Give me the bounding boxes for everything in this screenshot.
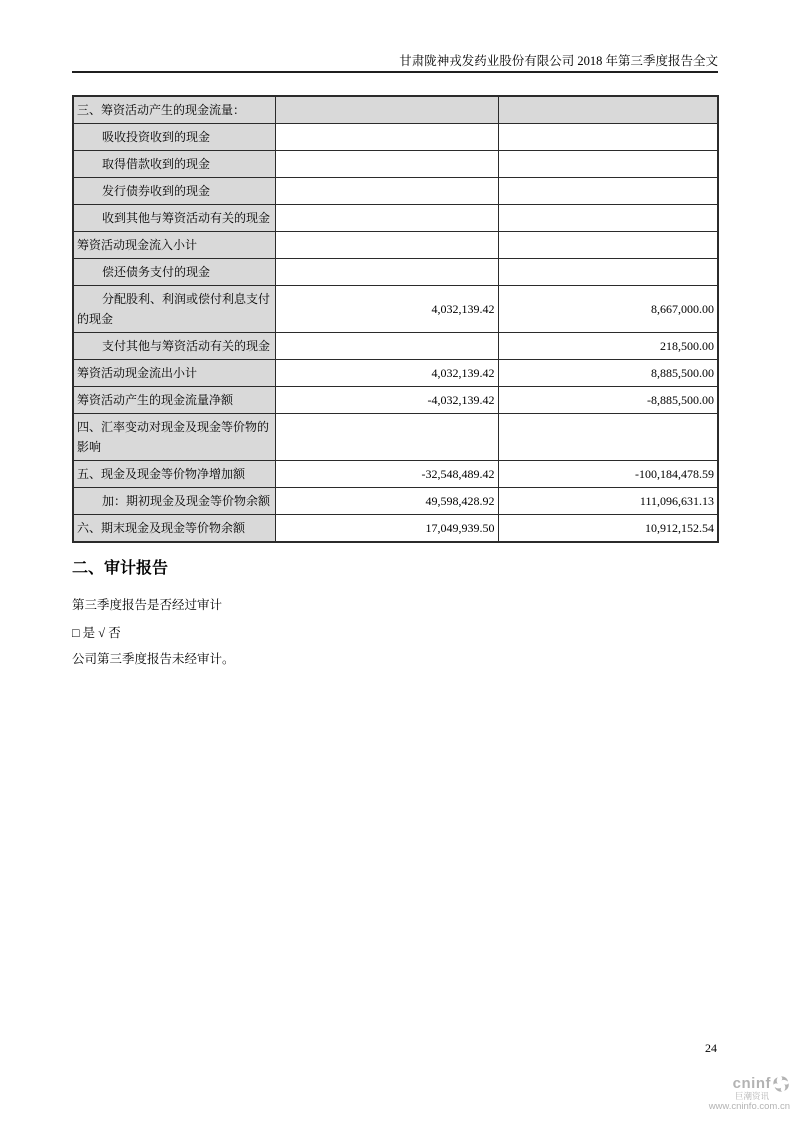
table-row	[73, 515, 718, 543]
table-row	[73, 461, 718, 488]
table-row	[73, 232, 718, 259]
row-label: 收到其他与筹资活动有关的现金	[73, 205, 275, 232]
value-current-period	[275, 259, 498, 286]
value-prior-period	[498, 259, 718, 286]
value-prior-period: 111,096,631.13	[498, 488, 718, 515]
table-row	[73, 96, 718, 124]
audit-answer-checkboxes: □ 是 √ 否	[72, 626, 121, 640]
cninfo-logo-subtitle: 巨潮资讯	[734, 1091, 769, 1101]
table-row	[73, 178, 718, 205]
cninfo-swirl-icon	[772, 1075, 790, 1093]
row-label: 筹资活动现金流出小计	[73, 360, 275, 387]
row-label: 支付其他与筹资活动有关的现金	[73, 333, 275, 360]
value-prior-period	[498, 232, 718, 259]
table-row	[73, 205, 718, 232]
table-row	[73, 333, 718, 360]
header-divider	[72, 71, 718, 73]
value-prior-period	[498, 124, 718, 151]
cninfo-logo	[696, 1075, 790, 1113]
cash-flow-table-body	[73, 96, 718, 542]
row-label: 发行债券收到的现金	[73, 178, 275, 205]
value-current-period	[275, 205, 498, 232]
table-row	[73, 488, 718, 515]
value-current-period: -4,032,139.42	[275, 387, 498, 414]
value-prior-period	[498, 178, 718, 205]
value-current-period	[275, 96, 498, 124]
value-prior-period	[498, 151, 718, 178]
row-label: 三、筹资活动产生的现金流量：	[73, 96, 275, 124]
value-prior-period: 8,885,500.00	[498, 360, 718, 387]
value-prior-period	[498, 96, 718, 124]
row-label: 四、汇率变动对现金及现金等价物的影响	[73, 414, 275, 461]
report-header-title: 甘肃陇神戎发药业股份有限公司 2018 年第三季度报告全文	[399, 54, 718, 68]
cninfo-logo-text: cninf	[732, 1075, 771, 1092]
audit-report-heading: 二、审计报告	[72, 560, 169, 577]
value-current-period: 4,032,139.42	[275, 286, 498, 333]
value-current-period	[275, 414, 498, 461]
row-label: 加：期初现金及现金等价物余额	[73, 488, 275, 515]
table-row	[73, 387, 718, 414]
row-label: 分配股利、利润或偿付利息支付的现金	[73, 286, 275, 333]
value-prior-period: 218,500.00	[498, 333, 718, 360]
table-row	[73, 360, 718, 387]
value-current-period	[275, 124, 498, 151]
value-current-period: 49,598,428.92	[275, 488, 498, 515]
row-label: 五、现金及现金等价物净增加额	[73, 461, 275, 488]
audit-note-text: 公司第三季度报告未经审计。	[72, 652, 235, 666]
value-current-period	[275, 151, 498, 178]
value-current-period: -32,548,489.42	[275, 461, 498, 488]
value-current-period: 17,049,939.50	[275, 515, 498, 543]
value-prior-period	[498, 414, 718, 461]
row-label: 筹资活动产生的现金流量净额	[73, 387, 275, 414]
table-row	[73, 124, 718, 151]
audit-question-text: 第三季度报告是否经过审计	[72, 598, 223, 612]
table-row	[73, 151, 718, 178]
cash-flow-table	[72, 95, 719, 543]
value-prior-period	[498, 205, 718, 232]
value-prior-period: -8,885,500.00	[498, 387, 718, 414]
row-label: 筹资活动现金流入小计	[73, 232, 275, 259]
value-current-period: 4,032,139.42	[275, 360, 498, 387]
value-prior-period: 10,912,152.54	[498, 515, 718, 543]
table-row	[73, 414, 718, 461]
value-current-period	[275, 178, 498, 205]
cninfo-logo-url: www.cninfo.com.cn	[708, 1101, 790, 1112]
row-label: 六、期末现金及现金等价物余额	[73, 515, 275, 543]
table-row	[73, 259, 718, 286]
row-label: 偿还债务支付的现金	[73, 259, 275, 286]
value-current-period	[275, 333, 498, 360]
row-label: 吸收投资收到的现金	[73, 124, 275, 151]
page-number: 24	[705, 1041, 717, 1055]
value-prior-period: -100,184,478.59	[498, 461, 718, 488]
row-label: 取得借款收到的现金	[73, 151, 275, 178]
value-prior-period: 8,667,000.00	[498, 286, 718, 333]
value-current-period	[275, 232, 498, 259]
table-row	[73, 286, 718, 333]
